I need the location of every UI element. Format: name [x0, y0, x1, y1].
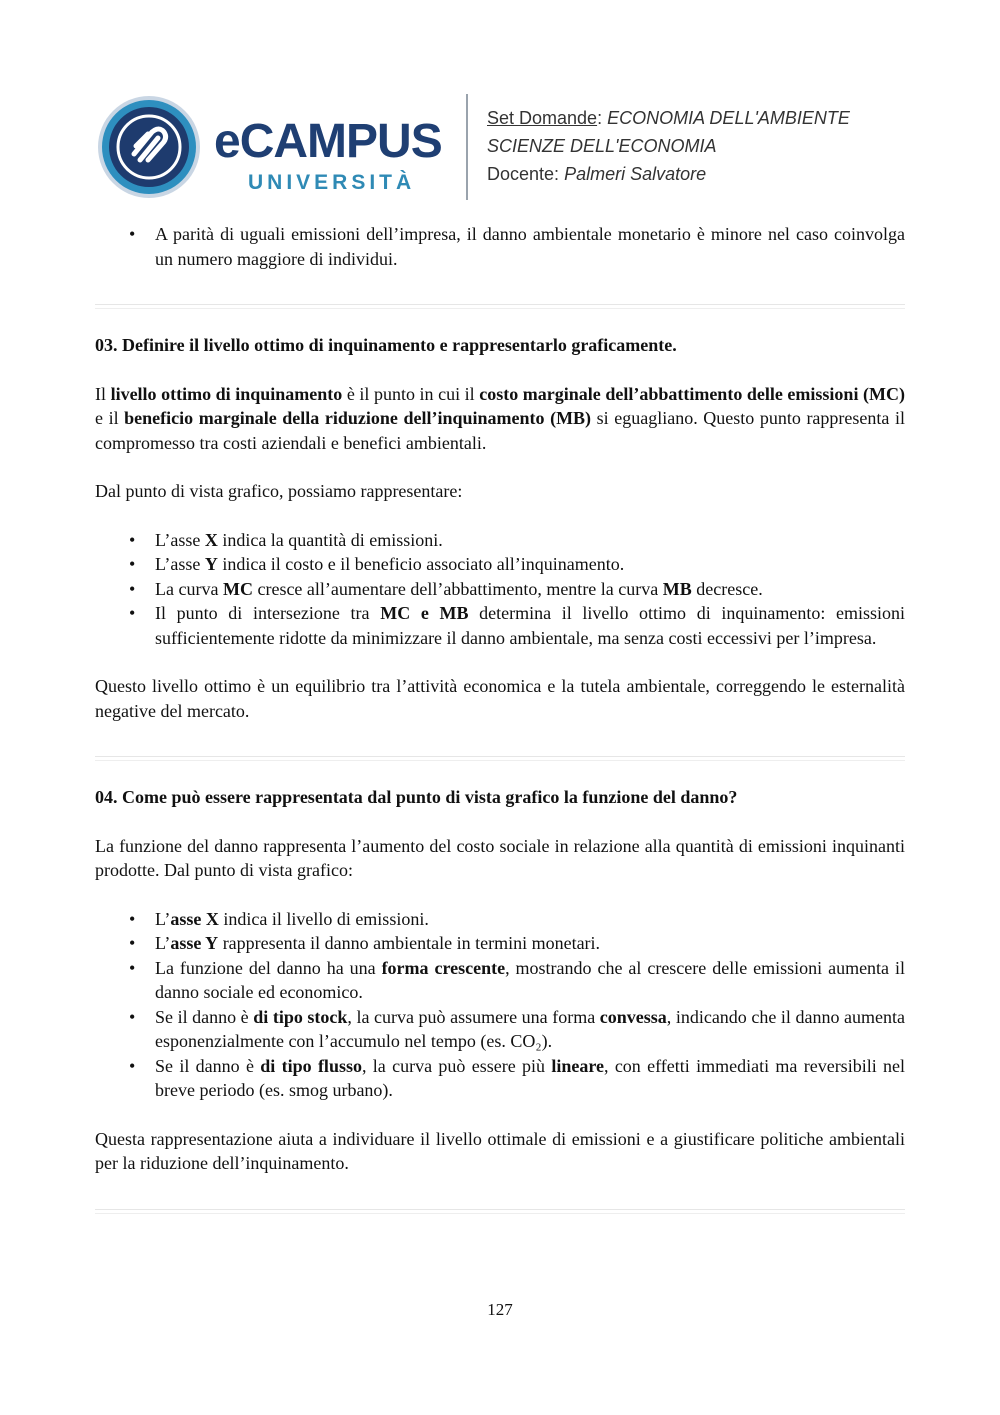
- q4-paragraph-1: La funzione del danno rappresenta l’aumento del costo sociale in relazione alla quantità di emissioni inquinanti prodotte. Dal punto di vista grafico:: [95, 835, 905, 880]
- course-info: [487, 104, 850, 188]
- list-item: • La curva MC cresce all’aumentare dell’abbattimento, mentre la curva MB decresce.: [95, 577, 905, 602]
- list-item: • A parità di uguali emissioni dell’impresa, il danno ambientale monetario è minore nel caso coinvolga un numero maggiore di individui.: [95, 222, 905, 271]
- q3-paragraph-1: [95, 382, 905, 456]
- ecampus-logo: [96, 94, 456, 200]
- header-divider: [466, 94, 468, 200]
- bold-term: livello ottimo di inquinamento: [110, 383, 343, 404]
- set-domande-line: Set Domande: ECONOMIA DELL'AMBIENTE: [487, 108, 850, 128]
- docente-line: Docente: Palmeri Salvatore: [487, 164, 707, 184]
- list-item: • L’asse X indica il livello di emissioni.: [95, 907, 905, 932]
- q4-paragraph-2: Questa rappresentazione aiuta a individuare il livello ottimale di emissioni e a giustificare politiche ambientali per la riduzione dell’inquinamento.: [95, 1128, 905, 1173]
- question-04-title: 04. Come può essere rappresentata dal punto di vista grafico la funzione del danno?: [95, 787, 738, 807]
- list-item: • La funzione del danno ha una forma crescente, mostrando che al crescere delle emissioni aumenta il danno sociale ed economico.: [95, 956, 905, 1005]
- logo-wordmark: eCAMPUS: [214, 115, 442, 168]
- text-run: si eguagliano. Questo punto rappresenta il compromesso tra costi aziendali e benefici ambientali.: [95, 408, 905, 453]
- question-03-title: 03. Definire il livello ottimo di inquinamento e rappresentarlo graficamente.: [95, 335, 677, 355]
- q3-paragraph-2: Dal punto di vista grafico, possiamo rappresentare:: [95, 481, 463, 501]
- q3-bullet-list: [95, 528, 905, 651]
- subject-line: [487, 132, 850, 160]
- list-item: • L’asse Y rappresenta il danno ambientale in termini monetari.: [95, 931, 905, 956]
- page-header: [96, 92, 916, 204]
- docente-label: Docente: [487, 164, 555, 184]
- docente-value: Palmeri Salvatore: [564, 164, 707, 184]
- bold-term: beneficio marginale della riduzione dell’inquinamento (MB): [124, 408, 592, 428]
- subject-value: SCIENZE DELL'ECONOMIA: [487, 136, 717, 156]
- text-run: Il: [95, 383, 111, 404]
- text-run: e il: [95, 408, 125, 428]
- seal-icon: [96, 94, 206, 200]
- list-item: • L’asse X indica la quantità di emissioni.: [95, 528, 905, 553]
- page-number: 127: [487, 1300, 513, 1319]
- list-item: • L’asse Y indica il costo e il beneficio associato all’inquinamento.: [95, 552, 905, 577]
- list-item: • Se il danno è di tipo stock, la curva può assumere una forma convessa, indicando che il danno aumenta esponenzialmente con l’accumulo nel tempo (es. CO₂).: [95, 1005, 905, 1054]
- text-run: è il punto in cui il: [342, 383, 480, 404]
- list-item: • Se il danno è di tipo flusso, la curva può essere più lineare, con effetti immediati ma reversibili nel breve periodo (es. smog urbano).: [95, 1054, 905, 1103]
- q3-paragraph-3: Questo livello ottimo è un equilibrio tra l’attività economica e la tutela ambientale, correggendo le esternalità negative del mercato.: [95, 676, 905, 721]
- set-label: Set Domande: [487, 108, 598, 128]
- list-item: • Il punto di intersezione tra MC e MB determina il livello ottimo di inquinamento: emissioni sufficientemente ridotte da minimizzare il danno ambientale, ma senza costi eccessivi per l’impresa.: [95, 601, 905, 650]
- page-content: [95, 222, 905, 1214]
- section-divider: [95, 1209, 905, 1214]
- bold-term: costo marginale dell’abbattimento delle emissioni (MC): [479, 383, 905, 404]
- top-bullet-list: [95, 222, 905, 271]
- q4-bullet-list: [95, 907, 905, 1103]
- set-value: ECONOMIA DELL'AMBIENTE: [607, 108, 850, 128]
- logo-subtitle: UNIVERSITÀ: [248, 171, 416, 194]
